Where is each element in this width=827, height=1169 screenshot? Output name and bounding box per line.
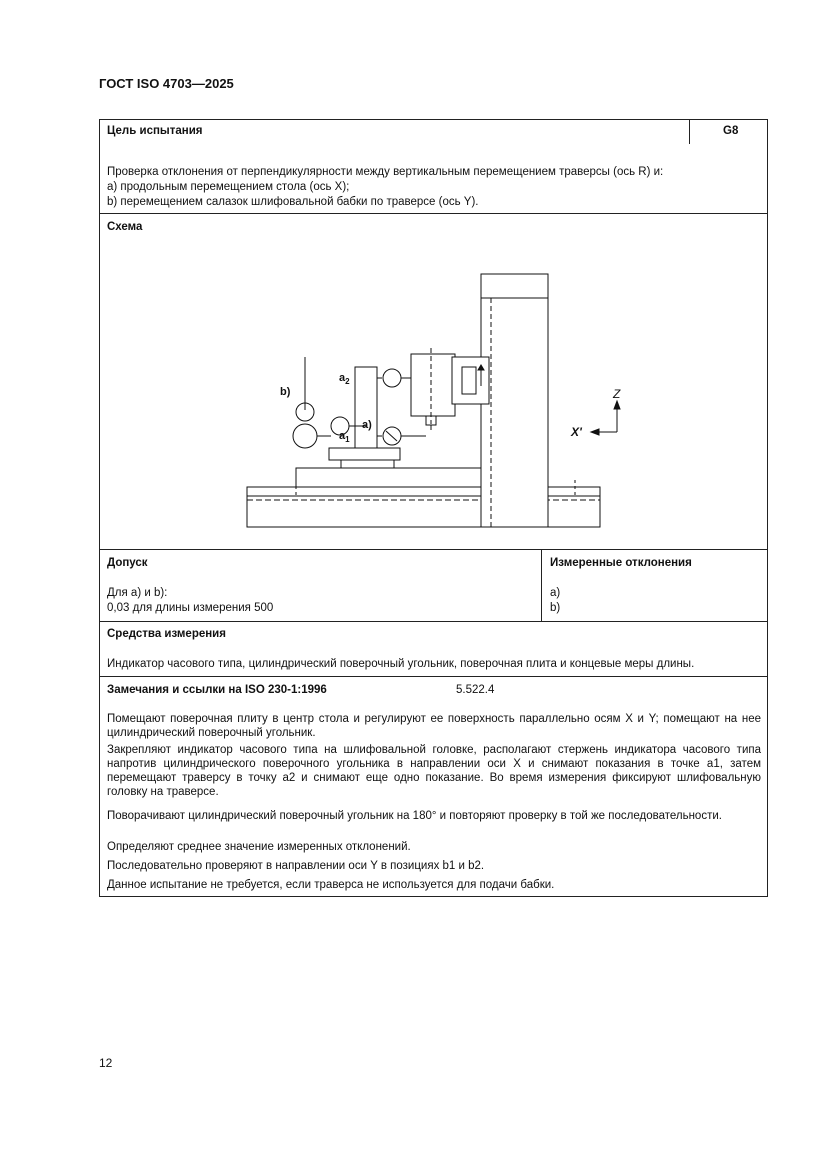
label-a1: $a_1$	[339, 430, 350, 444]
remarks-paragraph-3: Поворачивают цилиндрический поверочный угольник на 180° и повторяют проверку в той же последовательности.	[107, 810, 722, 822]
objective-line-3: b) перемещением салазок шлифовальной бабки по траверсе (ось Y).	[107, 196, 479, 208]
measured-heading: Измеренные отклонения	[550, 557, 692, 569]
instruments-heading: Средства измерения	[107, 628, 226, 640]
test-sheet-table	[99, 119, 768, 897]
label-x: X'	[571, 425, 582, 439]
cross-rail-saddle	[452, 357, 489, 404]
tolerance-heading: Допуск	[107, 557, 148, 569]
label-a2: $a_2$	[339, 372, 350, 386]
tolerance-line-1: Для a) и b):	[107, 587, 168, 599]
remarks-paragraph-2: Закрепляют индикатор часового типа на шлифовальной головке, располагают стержень индикатора часового типа напротив цилиндрического поверочного угольника в направлении оси X и снимают показания в точке a1, затем перемещают траверсу в точку a2 и снимают еще одно показание. Во время измерения фиксируют шлифовальную головку на траверсе.	[107, 744, 761, 798]
cylindrical-square	[355, 367, 377, 448]
objective-line-2: a) продольным перемещением стола (ось X);	[107, 181, 350, 193]
remarks-heading: Замечания и ссылки на ISO 230-1:1996	[107, 684, 327, 696]
remarks-paragraph-1: Помещают поверочная плиту в центр стола и регулируют ее поверхность параллельно осям X и Y; помещают на нее цилиндрический поверочный угольник.	[107, 713, 761, 739]
label-z: Z	[613, 387, 621, 401]
document-header: ГОСТ ISO 4703—2025	[99, 76, 234, 91]
legend-square-symbol	[293, 424, 317, 448]
remarks-paragraph-5: Последовательно проверяют в направлении оси Y в позициях b1 и b2.	[107, 860, 485, 872]
remarks-paragraph-4: Определяют среднее значение измеренных отклонений.	[107, 841, 411, 853]
grinding-head	[411, 354, 455, 416]
row-divider-tolerance	[100, 621, 767, 622]
dial-indicator-a2	[383, 369, 401, 387]
label-b: b)	[280, 386, 291, 398]
row-divider-instruments	[100, 676, 767, 677]
remarks-reference: 5.522.4	[456, 684, 495, 696]
page-number: 12	[99, 1056, 113, 1070]
objective-line-1: Проверка отклонения от перпендикулярности между вертикальным перемещением траверсы (ось R) и:	[107, 166, 664, 178]
machine-schematic	[100, 214, 767, 548]
measured-a: a)	[550, 587, 561, 599]
row-divider-diagram	[100, 549, 767, 550]
measured-b: b)	[550, 602, 561, 614]
code-divider	[689, 120, 690, 144]
diagram-heading: Схема	[107, 221, 143, 233]
test-code: G8	[723, 125, 739, 137]
label-a: a)	[362, 419, 372, 431]
square-base	[329, 448, 400, 460]
remarks-paragraph-6: Данное испытание не требуется, если траверса не используется для подачи бабки.	[107, 879, 555, 891]
tolerance-line-2: 0,03 для длины измерения 500	[107, 602, 274, 614]
tolerance-divider	[541, 549, 542, 621]
objective-heading: Цель испытания	[107, 125, 203, 137]
instruments-text: Индикатор часового типа, цилиндрический поверочный угольник, поверочная плита и концевые меры длины.	[107, 658, 695, 670]
machine-column	[481, 274, 548, 527]
